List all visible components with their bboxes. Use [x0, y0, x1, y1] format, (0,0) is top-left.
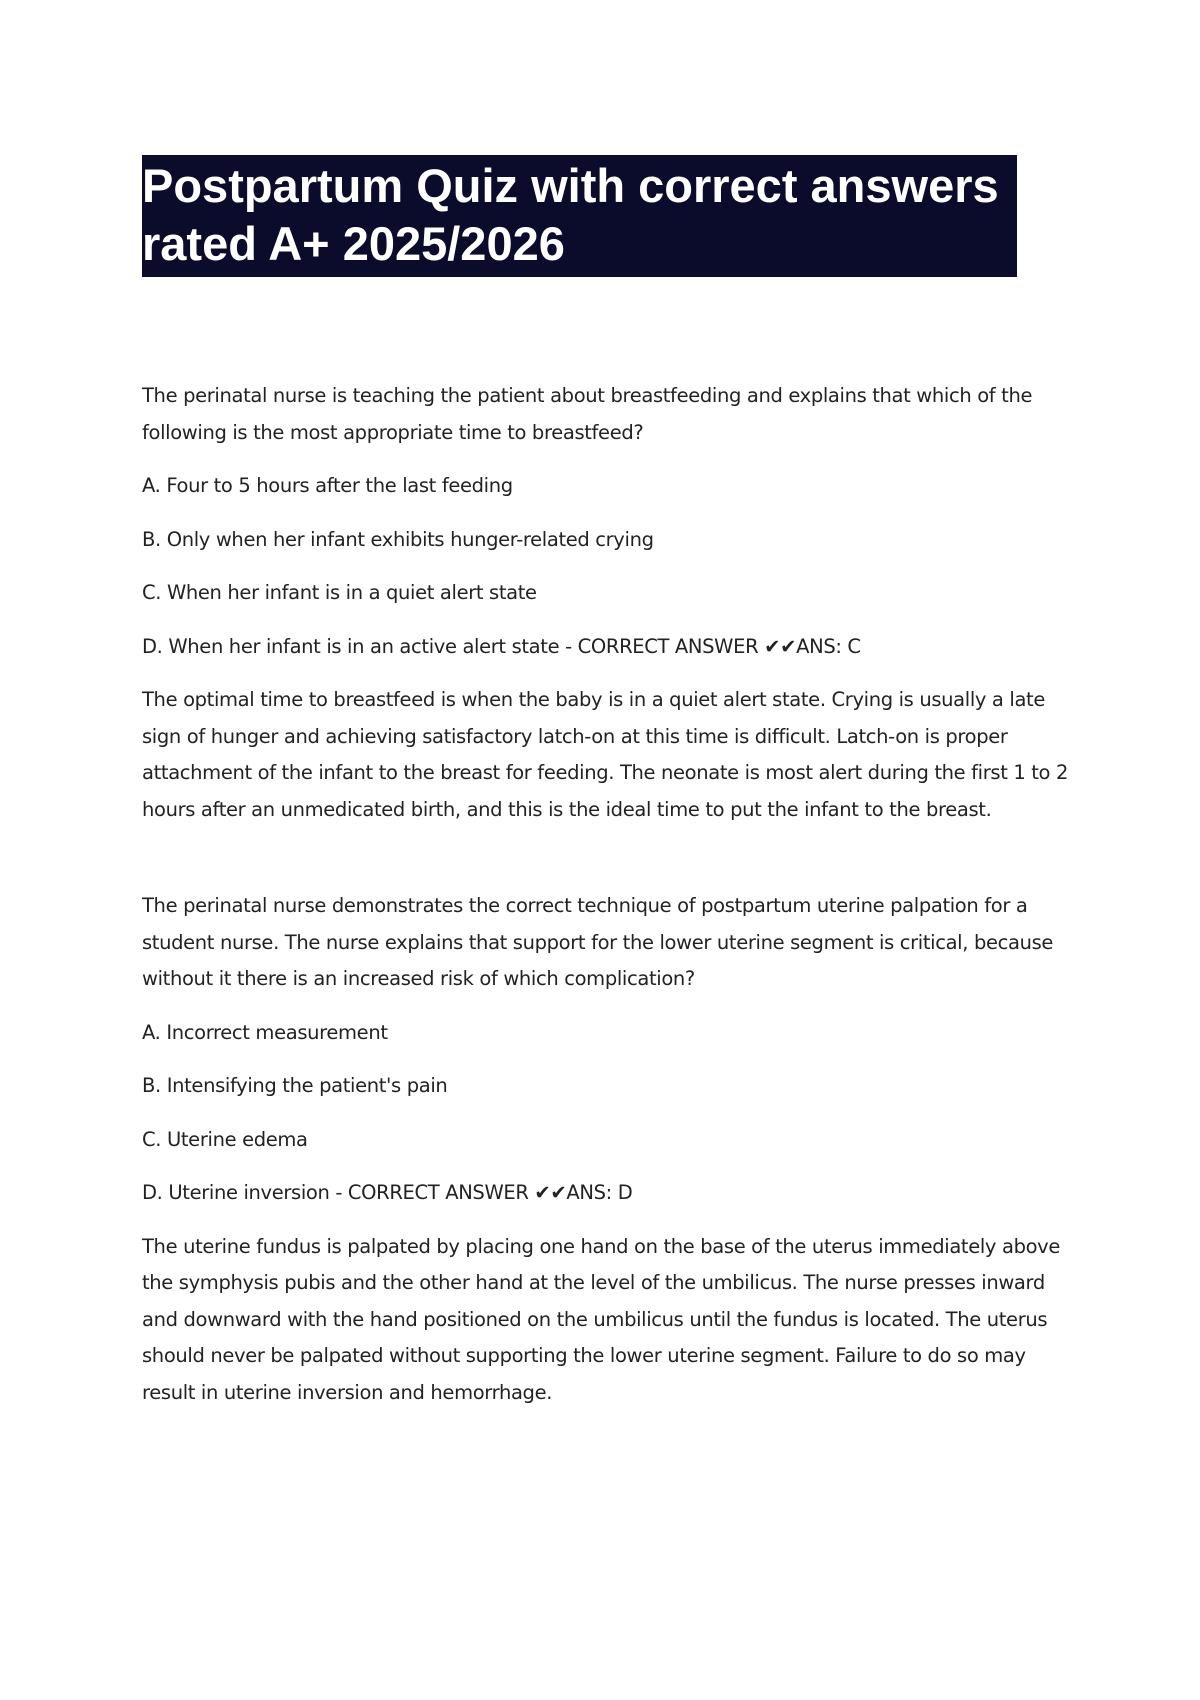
question-block-1: [142, 378, 1072, 828]
answer-rationale: The optimal time to breastfeed is when the baby is in a quiet alert state. Crying is usually a late sign of hunger and achieving satisfactory latch-on at this time is difficult. Latch-on is proper attachment of the infant to the breast for feeding. The neonate is most alert during the first 1 to 2 hours after an unmedicated birth, and this is the ideal time to put the infant to the breast.: [142, 688, 1069, 821]
answer-option-b: B. Intensifying the patient's pain: [142, 1074, 448, 1097]
answer-option-c: C. Uterine edema: [142, 1127, 308, 1151]
question-block-2: [142, 888, 1072, 1411]
answer-option-c: C. When her infant is in a quiet alert state: [142, 581, 537, 604]
document-title: [142, 155, 1017, 277]
title-line-2: rated A+ 2025/2026: [142, 217, 565, 270]
answer-option-b: B. Only when her infant exhibits hunger-related crying: [142, 527, 654, 551]
quiz-content: [142, 378, 1072, 1428]
answer-option-d-with-correct-answer: D. When her infant is in an active alert state - CORRECT ANSWER ✔✔ANS: C: [142, 634, 861, 658]
answer-rationale: The uterine fundus is palpated by placing one hand on the base of the uterus immediately above the symphysis pubis and the other hand at the level of the umbilicus. The nurse presses inward and downward with the hand positioned on the umbilicus until the fundus is located. The uterus should never be palpated without supporting the lower uterine segment. Failure to do so may result in uterine inversion and hemorrhage.: [142, 1234, 1061, 1404]
answer-option-d-with-correct-answer: D. Uterine inversion - CORRECT ANSWER ✔✔ANS: D: [142, 1181, 633, 1204]
question-stem: The perinatal nurse demonstrates the correct technique of postpartum uterine palpation for a student nurse. The nurse explains that support for the lower uterine segment is critical, because without it there is an increased risk of which complication?: [142, 894, 1054, 990]
title-line-1: Postpartum Quiz with correct answers: [142, 159, 999, 212]
question-stem: The perinatal nurse is teaching the patient about breastfeeding and explains that which of the following is the most appropriate time to breastfeed?: [142, 384, 1033, 444]
answer-option-a: A. Four to 5 hours after the last feeding: [142, 474, 513, 497]
answer-option-a: A. Incorrect measurement: [142, 1020, 388, 1044]
